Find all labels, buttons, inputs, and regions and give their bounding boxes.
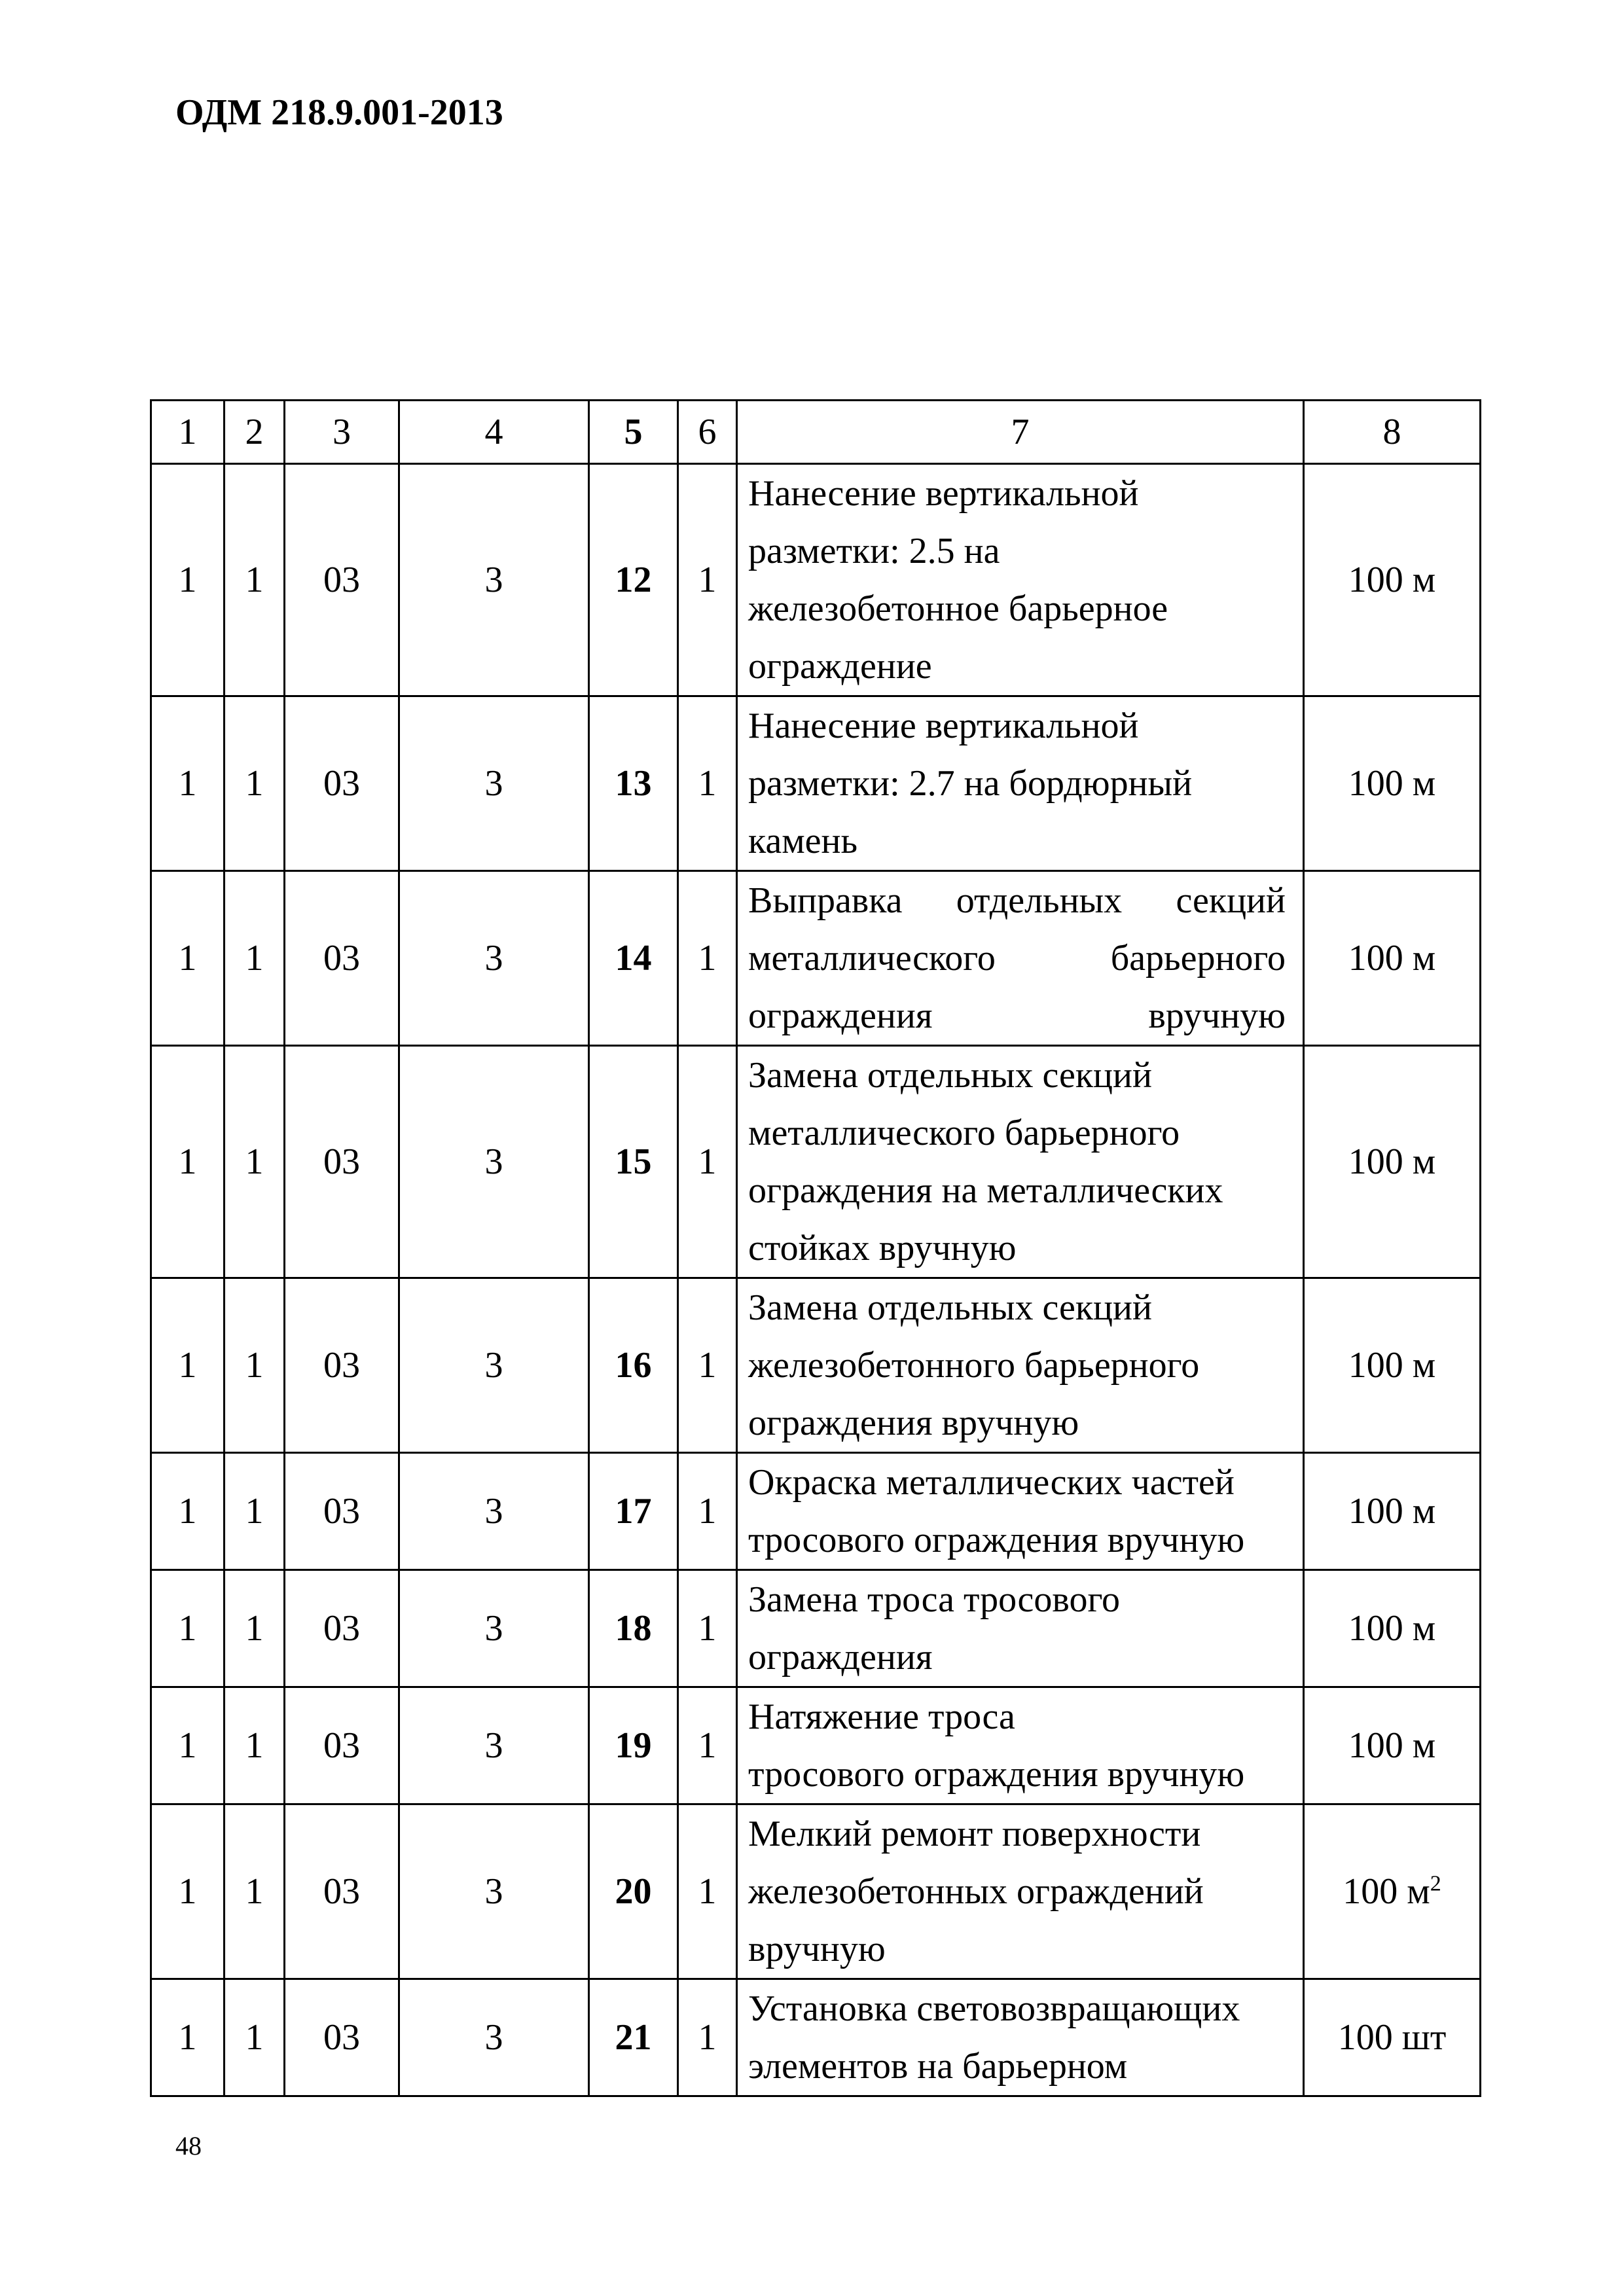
cell-description bbox=[737, 1278, 1304, 1453]
unit-text: 100 м bbox=[1348, 938, 1436, 978]
cell-unit bbox=[1304, 464, 1481, 696]
cell-col-3: 03 bbox=[285, 1453, 399, 1570]
cell-col-1: 1 bbox=[151, 1278, 225, 1453]
unit-text: 100 м bbox=[1343, 1871, 1430, 1912]
cell-col-1: 1 bbox=[151, 1979, 225, 2096]
cell-code: 20 bbox=[589, 1804, 678, 1979]
cell-col-2: 1 bbox=[225, 1687, 285, 1804]
description-line: Мелкий ремонт поверхности bbox=[748, 1814, 1201, 1854]
unit-text: 100 м bbox=[1348, 560, 1436, 600]
description-line: железобетонное барьерное bbox=[748, 588, 1168, 629]
description-line: разметки: 2.5 на bbox=[748, 531, 1000, 571]
cell-col-6: 1 bbox=[678, 464, 737, 696]
cell-description bbox=[737, 464, 1304, 696]
column-header-6: 6 bbox=[678, 401, 737, 464]
cell-col-4: 3 bbox=[399, 696, 589, 871]
table-row bbox=[151, 1979, 1481, 2096]
description-line: железобетонного барьерного bbox=[748, 1345, 1200, 1386]
page-number: 48 bbox=[175, 2131, 202, 2161]
cell-col-6: 1 bbox=[678, 1687, 737, 1804]
cell-col-2: 1 bbox=[225, 871, 285, 1046]
description-line: разметки: 2.7 на бордюрный bbox=[748, 763, 1193, 804]
cell-col-4: 3 bbox=[399, 1687, 589, 1804]
unit-text: 100 м bbox=[1348, 1725, 1436, 1766]
table-row bbox=[151, 464, 1481, 696]
description-line: ограждения bbox=[748, 1637, 933, 1677]
cell-col-1: 1 bbox=[151, 1570, 225, 1687]
cell-code: 18 bbox=[589, 1570, 678, 1687]
cell-col-2: 1 bbox=[225, 1979, 285, 2096]
table-row bbox=[151, 1046, 1481, 1278]
cell-description bbox=[737, 1570, 1304, 1687]
table-body bbox=[151, 401, 1481, 2096]
cell-col-3: 03 bbox=[285, 1278, 399, 1453]
description-line: тросового ограждения вручную bbox=[748, 1754, 1245, 1795]
cell-unit bbox=[1304, 1979, 1481, 2096]
description-line: стойках вручную bbox=[748, 1228, 1017, 1268]
cell-description bbox=[737, 1979, 1304, 2096]
cell-col-2: 1 bbox=[225, 1570, 285, 1687]
cell-unit bbox=[1304, 1453, 1481, 1570]
description-line: вручную bbox=[748, 1929, 886, 1969]
cell-col-1: 1 bbox=[151, 1687, 225, 1804]
cell-code: 16 bbox=[589, 1278, 678, 1453]
cell-col-3: 03 bbox=[285, 1804, 399, 1979]
description-line: Замена отдельных секций bbox=[748, 1055, 1152, 1096]
cell-col-2: 1 bbox=[225, 1046, 285, 1278]
cell-col-4: 3 bbox=[399, 871, 589, 1046]
cell-unit bbox=[1304, 696, 1481, 871]
table-row bbox=[151, 1453, 1481, 1570]
cell-col-6: 1 bbox=[678, 1570, 737, 1687]
cell-col-3: 03 bbox=[285, 1570, 399, 1687]
cell-code: 17 bbox=[589, 1453, 678, 1570]
document-code: ОДМ 218.9.001-2013 bbox=[175, 92, 503, 133]
cell-col-2: 1 bbox=[225, 1453, 285, 1570]
description-line: Замена троса тросового bbox=[748, 1579, 1121, 1620]
unit-text: 100 м bbox=[1348, 1608, 1436, 1649]
cell-col-3: 03 bbox=[285, 1979, 399, 2096]
description-line: ограждения вручную bbox=[748, 1403, 1079, 1443]
cell-col-1: 1 bbox=[151, 1804, 225, 1979]
column-header-1: 1 bbox=[151, 401, 225, 464]
cell-col-4: 3 bbox=[399, 1278, 589, 1453]
description-line: Нанесение вертикальной bbox=[748, 706, 1139, 746]
cell-col-4: 3 bbox=[399, 1570, 589, 1687]
table-row bbox=[151, 871, 1481, 1046]
description-line: Выправка отдельных секций bbox=[748, 880, 1286, 921]
cell-col-3: 03 bbox=[285, 696, 399, 871]
cell-col-3: 03 bbox=[285, 464, 399, 696]
cell-col-6: 1 bbox=[678, 696, 737, 871]
cell-col-6: 1 bbox=[678, 1453, 737, 1570]
column-header-2: 2 bbox=[225, 401, 285, 464]
column-header-5: 5 bbox=[589, 401, 678, 464]
cell-col-6: 1 bbox=[678, 1979, 737, 2096]
cell-col-4: 3 bbox=[399, 464, 589, 696]
table-row bbox=[151, 1278, 1481, 1453]
description-line: металлического барьерного bbox=[748, 1113, 1180, 1153]
description-line: Окраска металлических частей bbox=[748, 1462, 1235, 1503]
cell-description bbox=[737, 1804, 1304, 1979]
description-line: железобетонных ограждений bbox=[748, 1871, 1204, 1912]
column-number-row bbox=[151, 401, 1481, 464]
cell-col-3: 03 bbox=[285, 1046, 399, 1278]
cell-unit bbox=[1304, 1046, 1481, 1278]
cell-unit bbox=[1304, 1804, 1481, 1979]
cell-unit bbox=[1304, 1278, 1481, 1453]
cell-description bbox=[737, 871, 1304, 1046]
description-line: Натяжение троса bbox=[748, 1696, 1015, 1737]
description-line: ограждения вручную bbox=[748, 996, 1286, 1036]
cell-col-1: 1 bbox=[151, 464, 225, 696]
description-line: камень bbox=[748, 821, 858, 861]
cell-col-1: 1 bbox=[151, 1046, 225, 1278]
description-line: элементов на барьерном bbox=[748, 2046, 1128, 2087]
description-line: Установка световозвращающих bbox=[748, 1988, 1240, 2029]
cell-code: 15 bbox=[589, 1046, 678, 1278]
table-row bbox=[151, 1804, 1481, 1979]
unit-text: 100 м bbox=[1348, 1141, 1436, 1182]
cell-description bbox=[737, 1687, 1304, 1804]
unit-text: 100 м bbox=[1348, 1345, 1436, 1386]
cell-unit bbox=[1304, 871, 1481, 1046]
unit-text: 100 м bbox=[1348, 1491, 1436, 1532]
cell-col-6: 1 bbox=[678, 1046, 737, 1278]
cell-col-1: 1 bbox=[151, 871, 225, 1046]
cell-col-2: 1 bbox=[225, 464, 285, 696]
cell-col-4: 3 bbox=[399, 1046, 589, 1278]
cell-code: 12 bbox=[589, 464, 678, 696]
cell-col-1: 1 bbox=[151, 696, 225, 871]
cell-code: 13 bbox=[589, 696, 678, 871]
column-header-7: 7 bbox=[737, 401, 1304, 464]
column-header-3: 3 bbox=[285, 401, 399, 464]
cell-code: 14 bbox=[589, 871, 678, 1046]
table-row bbox=[151, 696, 1481, 871]
cell-code: 19 bbox=[589, 1687, 678, 1804]
description-line: металлического барьерного bbox=[748, 938, 1286, 978]
table-row bbox=[151, 1570, 1481, 1687]
cell-unit bbox=[1304, 1687, 1481, 1804]
specification-table bbox=[150, 399, 1481, 2097]
cell-col-3: 03 bbox=[285, 1687, 399, 1804]
cell-description bbox=[737, 1046, 1304, 1278]
cell-col-6: 1 bbox=[678, 1278, 737, 1453]
cell-code: 21 bbox=[589, 1979, 678, 2096]
cell-col-4: 3 bbox=[399, 1979, 589, 2096]
cell-col-6: 1 bbox=[678, 871, 737, 1046]
description-line: Замена отдельных секций bbox=[748, 1287, 1152, 1328]
cell-col-1: 1 bbox=[151, 1453, 225, 1570]
cell-description bbox=[737, 1453, 1304, 1570]
cell-col-4: 3 bbox=[399, 1453, 589, 1570]
cell-col-6: 1 bbox=[678, 1804, 737, 1979]
unit-text: 100 м bbox=[1348, 763, 1436, 804]
cell-col-4: 3 bbox=[399, 1804, 589, 1979]
table-row bbox=[151, 1687, 1481, 1804]
cell-col-2: 1 bbox=[225, 696, 285, 871]
description-line: Нанесение вертикальной bbox=[748, 473, 1139, 514]
column-header-8: 8 bbox=[1304, 401, 1481, 464]
unit-text: 100 шт bbox=[1337, 2017, 1447, 2058]
cell-col-2: 1 bbox=[225, 1278, 285, 1453]
cell-col-2: 1 bbox=[225, 1804, 285, 1979]
cell-description bbox=[737, 696, 1304, 871]
unit-superscript: 2 bbox=[1430, 1871, 1441, 1896]
description-line: тросового ограждения вручную bbox=[748, 1520, 1245, 1560]
cell-col-3: 03 bbox=[285, 871, 399, 1046]
description-line: ограждение bbox=[748, 646, 932, 687]
cell-unit bbox=[1304, 1570, 1481, 1687]
column-header-4: 4 bbox=[399, 401, 589, 464]
description-line: ограждения на металлических bbox=[748, 1170, 1223, 1211]
